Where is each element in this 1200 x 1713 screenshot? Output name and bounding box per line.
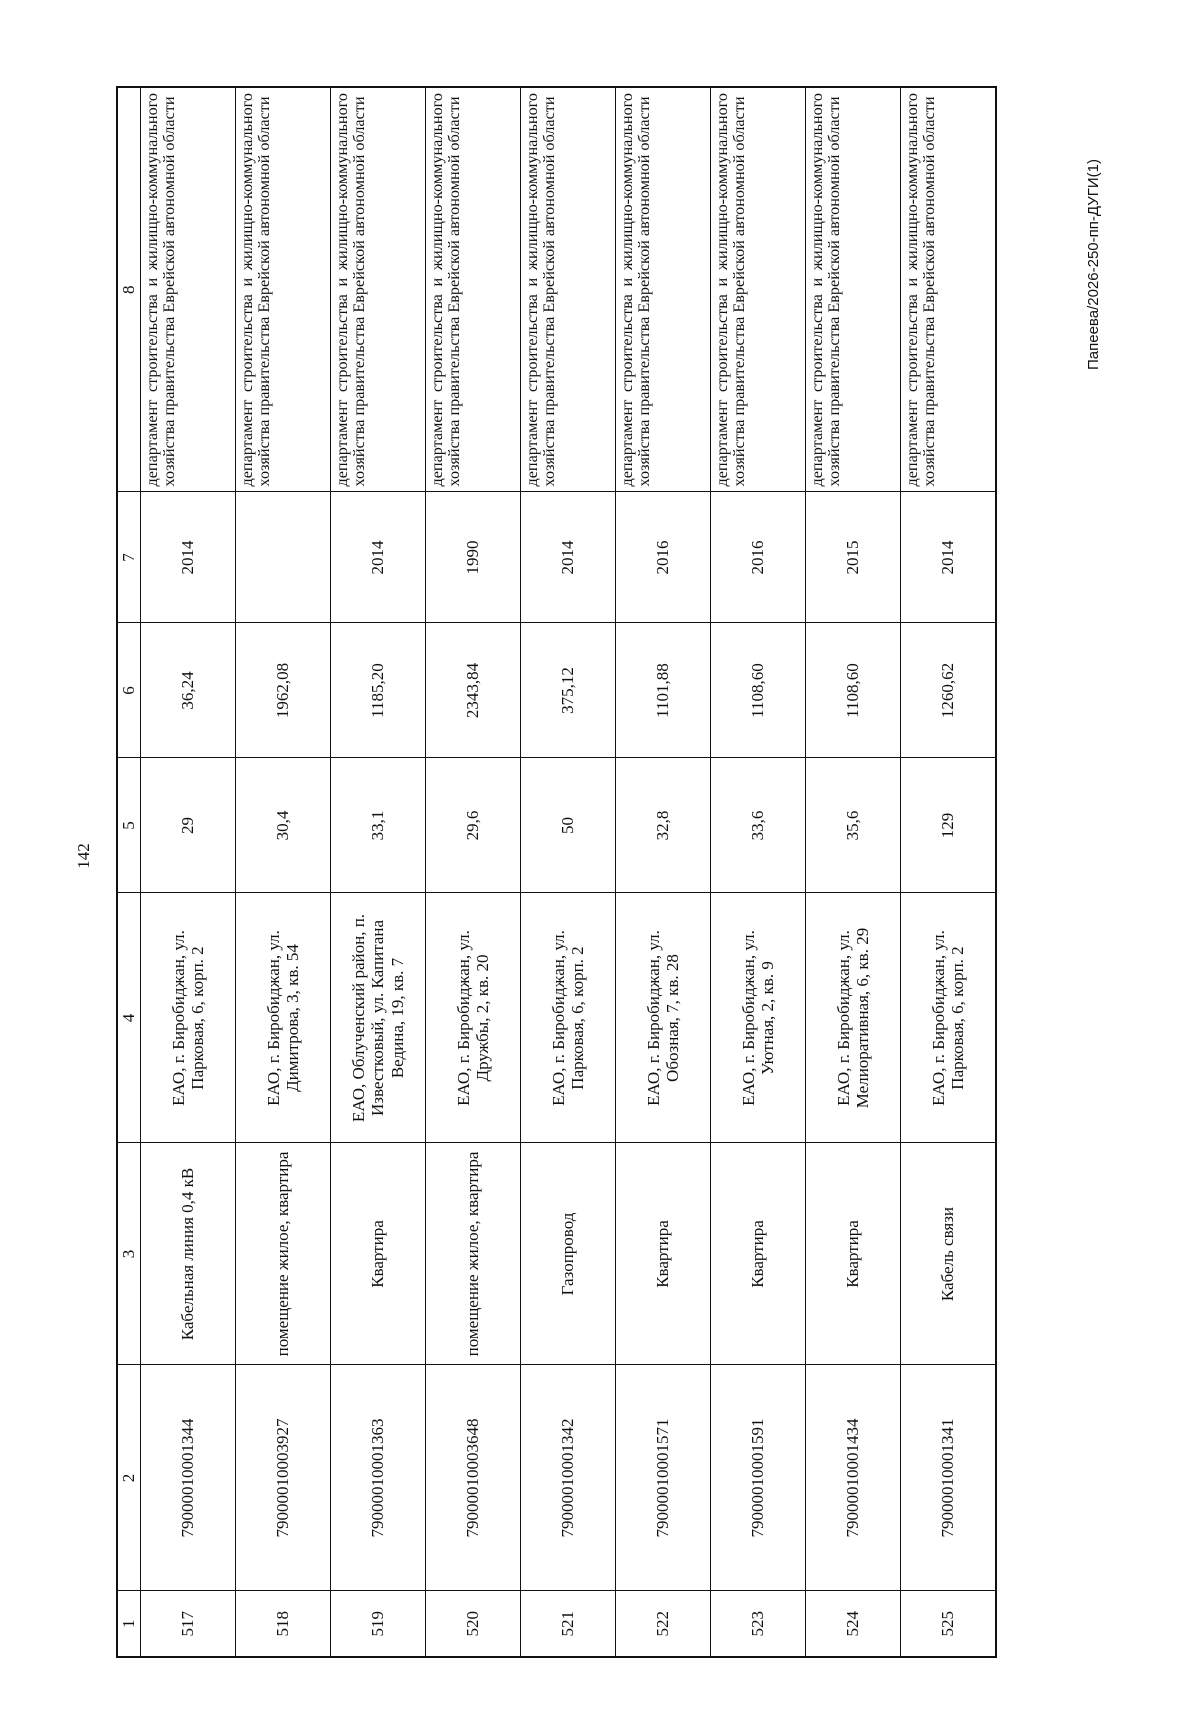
object-address: ЕАО, г. Биробиджан, ул. Дружбы, 2, кв. 20 — [426, 893, 521, 1143]
object-address: ЕАО, г. Биробиджан, ул. Парковая, 6, корп. 2 — [141, 893, 236, 1143]
cadastral-number: 79000010001342 — [521, 1365, 616, 1591]
rights-holder: департамент строительства и жилищно-коммунального хозяйства правительства Еврейской автономной области — [901, 87, 996, 492]
cadastral-number: 79000010003648 — [426, 1365, 521, 1591]
object-year: 2016 — [711, 492, 806, 623]
object-name: Квартира — [616, 1143, 711, 1365]
row-number: 517 — [141, 1591, 236, 1657]
row-number: 518 — [236, 1591, 331, 1657]
table-row — [806, 87, 901, 1657]
column-number: 8 — [117, 87, 141, 492]
object-area: 30,4 — [236, 758, 331, 893]
object-value: 1101,88 — [616, 623, 711, 758]
column-number: 6 — [117, 623, 141, 758]
rights-holder: департамент строительства и жилищно-коммунального хозяйства правительства Еврейской автономной области — [711, 87, 806, 492]
object-area: 33,1 — [331, 758, 426, 893]
object-area: 29,6 — [426, 758, 521, 893]
object-address: ЕАО, г. Биробиджан, ул. Димитрова, 3, кв. 54 — [236, 893, 331, 1143]
object-name: помещение жилое, квартира — [236, 1143, 331, 1365]
object-year: 2014 — [141, 492, 236, 623]
table-row — [901, 87, 996, 1657]
page-number: 142 — [74, 843, 93, 869]
row-number: 525 — [901, 1591, 996, 1657]
object-value: 1260,62 — [901, 623, 996, 758]
cadastral-number: 79000010003927 — [236, 1365, 331, 1591]
object-area: 29 — [141, 758, 236, 893]
row-number: 520 — [426, 1591, 521, 1657]
object-address: ЕАО, г. Биробиджан, ул. Парковая, 6, корп. 2 — [521, 893, 616, 1143]
cadastral-number: 79000010001363 — [331, 1365, 426, 1591]
object-area: 33,6 — [711, 758, 806, 893]
column-number: 1 — [117, 1591, 141, 1657]
object-address: ЕАО, Облученский район, п. Известковый, ул. Капитана Ведина, 19, кв. 7 — [331, 893, 426, 1143]
row-number: 524 — [806, 1591, 901, 1657]
object-name: помещение жилое, квартира — [426, 1143, 521, 1365]
column-number-row — [117, 87, 141, 1657]
object-year: 2014 — [521, 492, 616, 623]
object-year — [236, 492, 331, 623]
object-value: 1962,08 — [236, 623, 331, 758]
rights-holder: департамент строительства и жилищно-коммунального хозяйства правительства Еврейской автономной области — [141, 87, 236, 492]
object-name: Квартира — [331, 1143, 426, 1365]
row-number: 519 — [331, 1591, 426, 1657]
column-number: 3 — [117, 1143, 141, 1365]
object-value: 1108,60 — [711, 623, 806, 758]
object-value: 1185,20 — [331, 623, 426, 758]
object-value: 2343,84 — [426, 623, 521, 758]
table-row — [616, 87, 711, 1657]
column-number: 4 — [117, 893, 141, 1143]
table-row — [426, 87, 521, 1657]
object-address: ЕАО, г. Биробиджан, ул. Обозная, 7, кв. 28 — [616, 893, 711, 1143]
rights-holder: департамент строительства и жилищно-коммунального хозяйства правительства Еврейской автономной области — [331, 87, 426, 492]
object-year: 2014 — [331, 492, 426, 623]
cadastral-number: 79000010001434 — [806, 1365, 901, 1591]
registry-table — [116, 86, 997, 1658]
object-year: 1990 — [426, 492, 521, 623]
cadastral-number: 79000010001571 — [616, 1365, 711, 1591]
rights-holder: департамент строительства и жилищно-коммунального хозяйства правительства Еврейской автономной области — [426, 87, 521, 492]
object-name: Кабельная линия 0,4 кВ — [141, 1143, 236, 1365]
table-row — [521, 87, 616, 1657]
cadastral-number: 79000010001344 — [141, 1365, 236, 1591]
object-address: ЕАО, г. Биробиджан, ул. Парковая, 6, корп. 2 — [901, 893, 996, 1143]
object-area: 50 — [521, 758, 616, 893]
row-number: 523 — [711, 1591, 806, 1657]
rights-holder: департамент строительства и жилищно-коммунального хозяйства правительства Еврейской автономной области — [806, 87, 901, 492]
object-name: Квартира — [711, 1143, 806, 1365]
table-row — [236, 87, 331, 1657]
object-name: Газопровод — [521, 1143, 616, 1365]
column-number: 2 — [117, 1365, 141, 1591]
object-name: Квартира — [806, 1143, 901, 1365]
object-area: 32,8 — [616, 758, 711, 893]
cadastral-number: 79000010001341 — [901, 1365, 996, 1591]
cadastral-number: 79000010001591 — [711, 1365, 806, 1591]
object-year: 2015 — [806, 492, 901, 623]
rights-holder: департамент строительства и жилищно-коммунального хозяйства правительства Еврейской автономной области — [521, 87, 616, 492]
column-number: 7 — [117, 492, 141, 623]
row-number: 521 — [521, 1591, 616, 1657]
object-value: 375,12 — [521, 623, 616, 758]
object-value: 36,24 — [141, 623, 236, 758]
row-number: 522 — [616, 1591, 711, 1657]
object-address: ЕАО, г. Биробиджан, ул. Мелиоративная, 6, кв. 29 — [806, 893, 901, 1143]
object-year: 2016 — [616, 492, 711, 623]
object-address: ЕАО, г. Биробиджан, ул. Уютная, 2, кв. 9 — [711, 893, 806, 1143]
object-area: 35,6 — [806, 758, 901, 893]
registry-table-container — [116, 88, 996, 1658]
object-area: 129 — [901, 758, 996, 893]
object-name: Кабель связи — [901, 1143, 996, 1365]
table-row — [331, 87, 426, 1657]
document-code-footer: Папеева/2026-250-пп-ДУГИ(1) — [1085, 159, 1102, 370]
table-row — [711, 87, 806, 1657]
object-year: 2014 — [901, 492, 996, 623]
column-number: 5 — [117, 758, 141, 893]
rights-holder: департамент строительства и жилищно-коммунального хозяйства правительства Еврейской автономной области — [236, 87, 331, 492]
table-row — [141, 87, 236, 1657]
rights-holder: департамент строительства и жилищно-коммунального хозяйства правительства Еврейской автономной области — [616, 87, 711, 492]
object-value: 1108,60 — [806, 623, 901, 758]
